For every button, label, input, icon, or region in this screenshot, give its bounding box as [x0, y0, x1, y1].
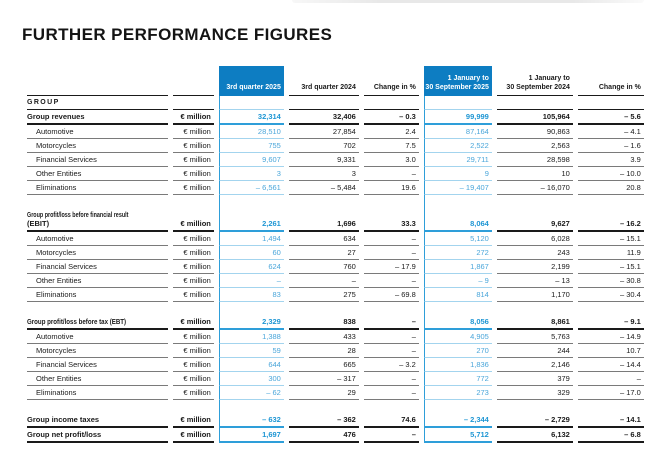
row-label: [27, 232, 168, 246]
spacer-cell: [578, 302, 644, 315]
value-cell-ytd-2025: 272: [424, 246, 492, 260]
row-label-text: Eliminations: [36, 183, 77, 192]
value-cell-q3-2024: 3: [289, 167, 359, 181]
table-row: [27, 153, 644, 167]
table-head: [27, 66, 644, 96]
row-unit: € million: [173, 413, 214, 428]
value-cell-q3-2024: 29: [289, 386, 359, 400]
column-header-ytd-2024: [497, 66, 573, 96]
row-unit: € million: [173, 208, 214, 232]
spacer-cell: [424, 96, 492, 110]
spacer-cell: [219, 302, 284, 315]
row-label: [27, 344, 168, 358]
row-label-text: Other Entities: [36, 276, 82, 285]
spacer-cell: [578, 195, 644, 208]
value-cell-ytd-2025: 772: [424, 372, 492, 386]
table-row: [27, 139, 644, 153]
row-label: [27, 139, 168, 153]
value-cell-ytd-2025: 270: [424, 344, 492, 358]
spacer-cell: [219, 195, 284, 208]
row-label: [27, 358, 168, 372]
page-top-edge-shadow: [292, 0, 644, 3]
row-label-text: Automotive: [36, 127, 74, 136]
row-label: [27, 246, 168, 260]
spacer-cell: [289, 96, 359, 110]
value-cell-q3-2024: 27: [289, 246, 359, 260]
value-cell-ytd-2024: 2,146: [497, 358, 573, 372]
value-cell-q3-2025: 83: [219, 288, 284, 302]
value-cell-q3-2025: – 6,561: [219, 181, 284, 195]
value-cell-ytd-2025: 8,064: [424, 208, 492, 232]
value-cell-ytd-2024: 9,627: [497, 208, 573, 232]
row-unit: € million: [173, 232, 214, 246]
value-cell-ytd-2024: 6,028: [497, 232, 573, 246]
column-header-line2: 3rd quarter 2025: [226, 84, 281, 91]
column-header-q3-2024: [289, 66, 359, 96]
row-label-text: Eliminations: [36, 388, 77, 397]
row-label-text: Other Entities: [36, 169, 82, 178]
value-cell-ytd-2024: 244: [497, 344, 573, 358]
value-cell-change-q: –: [364, 372, 419, 386]
value-cell-change-y: – 15.1: [578, 232, 644, 246]
row-label-text: Eliminations: [36, 290, 77, 299]
value-cell-change-q: – 3.2: [364, 358, 419, 372]
spacer-cell: [289, 302, 359, 315]
value-cell-change-y: – 14.4: [578, 358, 644, 372]
table-row: [27, 372, 644, 386]
value-cell-q3-2024: 275: [289, 288, 359, 302]
value-cell-q3-2025: 32,314: [219, 110, 284, 125]
column-header-line2: 3rd quarter 2024: [301, 84, 356, 91]
row-unit: € million: [173, 167, 214, 181]
page-title: FURTHER PERFORMANCE FIGURES: [22, 25, 333, 44]
spacer-cell: [289, 195, 359, 208]
value-cell-q3-2025: 624: [219, 260, 284, 274]
value-cell-change-q: 7.5: [364, 139, 419, 153]
value-cell-q3-2025: 300: [219, 372, 284, 386]
value-cell-ytd-2025: – 2,344: [424, 413, 492, 428]
value-cell-change-q: – 17.9: [364, 260, 419, 274]
value-cell-change-y: 20.8: [578, 181, 644, 195]
row-label-text: Motorcycles: [36, 141, 77, 150]
spacer-cell: [364, 302, 419, 315]
spacer-cell: [173, 302, 214, 315]
value-cell-q3-2024: 476: [289, 428, 359, 443]
value-cell-q3-2024: 9,331: [289, 153, 359, 167]
row-unit: € million: [173, 246, 214, 260]
column-header-line1: 1 January to: [528, 75, 570, 82]
spacer-cell: [578, 400, 644, 413]
row-label: [27, 153, 168, 167]
value-cell-ytd-2025: – 19,407: [424, 181, 492, 195]
value-cell-q3-2024: – 362: [289, 413, 359, 428]
value-cell-change-q: –: [364, 232, 419, 246]
table-row: [27, 110, 644, 125]
table-row: [27, 344, 644, 358]
value-cell-q3-2024: 760: [289, 260, 359, 274]
spacer-cell: [424, 400, 492, 413]
value-cell-change-y: – 30.8: [578, 274, 644, 288]
spacer-cell: [173, 96, 214, 110]
value-cell-change-y: – 1.6: [578, 139, 644, 153]
row-label-text: Financial Services: [36, 262, 97, 271]
value-cell-ytd-2025: 814: [424, 288, 492, 302]
table-header-row: [27, 66, 644, 96]
value-cell-change-q: –: [364, 274, 419, 288]
value-cell-ytd-2024: 243: [497, 246, 573, 260]
value-cell-q3-2025: 59: [219, 344, 284, 358]
value-cell-change-y: – 16.2: [578, 208, 644, 232]
spacer-cell: [497, 302, 573, 315]
value-cell-q3-2025: 28,510: [219, 125, 284, 139]
row-label-text: (EBIT): [27, 219, 50, 228]
value-cell-ytd-2024: 90,863: [497, 125, 573, 139]
value-cell-ytd-2025: – 9: [424, 274, 492, 288]
row-unit: € million: [173, 358, 214, 372]
row-label-text: Automotive: [36, 234, 74, 243]
spacer-cell: [497, 96, 573, 110]
value-cell-ytd-2025: 4,905: [424, 330, 492, 344]
value-cell-change-q: 19.6: [364, 181, 419, 195]
row-unit: € million: [173, 260, 214, 274]
spacer-cell: [173, 195, 214, 208]
spacer-cell: [219, 96, 284, 110]
value-cell-change-q: 2.4: [364, 125, 419, 139]
value-cell-ytd-2024: 329: [497, 386, 573, 400]
value-cell-ytd-2025: 273: [424, 386, 492, 400]
value-cell-ytd-2025: 1,836: [424, 358, 492, 372]
table-row: [27, 428, 644, 443]
spacer-cell: [27, 195, 168, 208]
spacer-cell: [27, 302, 168, 315]
value-cell-change-q: – 0.3: [364, 110, 419, 125]
value-cell-ytd-2025: 99,999: [424, 110, 492, 125]
section-heading: GROUP: [27, 96, 168, 110]
value-cell-q3-2025: 3: [219, 167, 284, 181]
value-cell-change-y: 11.9: [578, 246, 644, 260]
value-cell-ytd-2024: 2,563: [497, 139, 573, 153]
value-cell-q3-2024: – 5,484: [289, 181, 359, 195]
table-row: [27, 246, 644, 260]
value-cell-ytd-2024: 379: [497, 372, 573, 386]
value-cell-change-q: –: [364, 344, 419, 358]
value-cell-ytd-2025: 9: [424, 167, 492, 181]
spacer-cell: [497, 400, 573, 413]
row-label: [27, 413, 168, 428]
row-unit: € million: [173, 274, 214, 288]
value-cell-ytd-2024: – 2,729: [497, 413, 573, 428]
section-gap-row: [27, 195, 644, 208]
value-cell-change-q: –: [364, 428, 419, 443]
row-label-text: Group income taxes: [27, 415, 100, 424]
value-cell-change-y: – 14.1: [578, 413, 644, 428]
value-cell-q3-2025: 1,494: [219, 232, 284, 246]
value-cell-change-y: 3.9: [578, 153, 644, 167]
value-cell-q3-2025: 60: [219, 246, 284, 260]
row-label-text: Group profit/loss before tax (EBT): [27, 317, 127, 326]
section-gap-row: [27, 302, 644, 315]
spacer-cell: [219, 400, 284, 413]
value-cell-ytd-2024: – 13: [497, 274, 573, 288]
value-cell-q3-2024: 28: [289, 344, 359, 358]
spacer-cell: [578, 96, 644, 110]
table-row: [27, 125, 644, 139]
value-cell-q3-2025: 2,329: [219, 315, 284, 330]
value-cell-change-q: –: [364, 330, 419, 344]
table-row: [27, 413, 644, 428]
value-cell-change-q: –: [364, 386, 419, 400]
value-cell-change-y: –: [578, 372, 644, 386]
value-cell-ytd-2024: 6,132: [497, 428, 573, 443]
value-cell-ytd-2024: 105,964: [497, 110, 573, 125]
spacer-cell: [27, 400, 168, 413]
row-unit: € million: [173, 372, 214, 386]
value-cell-change-q: –: [364, 246, 419, 260]
row-label-text: Group profit/loss before financial result: [27, 210, 129, 219]
value-cell-ytd-2025: 8,056: [424, 315, 492, 330]
value-cell-ytd-2024: 1,170: [497, 288, 573, 302]
value-cell-change-y: – 10.0: [578, 167, 644, 181]
value-cell-q3-2024: –: [289, 274, 359, 288]
column-header-line1: 1 January to: [447, 75, 489, 82]
value-cell-change-q: 74.6: [364, 413, 419, 428]
table-row: [27, 167, 644, 181]
row-label: [27, 181, 168, 195]
value-cell-q3-2025: 2,261: [219, 208, 284, 232]
row-unit: € million: [173, 139, 214, 153]
table-row: [27, 386, 644, 400]
spacer-cell: [497, 195, 573, 208]
column-header-ytd-2025: [424, 66, 492, 96]
row-label: [27, 428, 168, 443]
value-cell-q3-2025: – 62: [219, 386, 284, 400]
value-cell-q3-2024: 634: [289, 232, 359, 246]
value-cell-ytd-2024: – 16,070: [497, 181, 573, 195]
value-cell-q3-2024: 27,854: [289, 125, 359, 139]
table-row: [27, 208, 644, 232]
table-row: [27, 288, 644, 302]
row-label-text: Motorcycles: [36, 346, 77, 355]
row-label: [27, 260, 168, 274]
row-label-text: Group revenues: [27, 112, 85, 121]
row-label-text: Automotive: [36, 332, 74, 341]
value-cell-change-y: – 9.1: [578, 315, 644, 330]
spacer-cell: [364, 96, 419, 110]
row-label: [27, 208, 168, 232]
value-cell-q3-2024: 1,696: [289, 208, 359, 232]
value-cell-q3-2025: 644: [219, 358, 284, 372]
value-cell-ytd-2024: 2,199: [497, 260, 573, 274]
row-label: [27, 274, 168, 288]
spacer-cell: [289, 400, 359, 413]
value-cell-ytd-2025: 5,712: [424, 428, 492, 443]
section-gap-row: [27, 400, 644, 413]
table-row: [27, 358, 644, 372]
column-header-line2: Change in %: [373, 84, 416, 91]
value-cell-ytd-2024: 5,763: [497, 330, 573, 344]
value-cell-q3-2025: – 632: [219, 413, 284, 428]
section-heading-row: [27, 96, 644, 110]
value-cell-ytd-2025: 87,164: [424, 125, 492, 139]
value-cell-q3-2025: 1,388: [219, 330, 284, 344]
value-cell-change-y: 10.7: [578, 344, 644, 358]
value-cell-ytd-2025: 2,522: [424, 139, 492, 153]
column-header-change-q: [364, 66, 419, 96]
spacer-cell: [424, 302, 492, 315]
column-header-line2: 30 September 2024: [506, 84, 570, 91]
value-cell-q3-2024: 838: [289, 315, 359, 330]
row-label: [27, 386, 168, 400]
table-body: [27, 96, 644, 443]
row-label: [27, 330, 168, 344]
value-cell-q3-2025: –: [219, 274, 284, 288]
column-header-change-y: [578, 66, 644, 96]
row-unit: € million: [173, 288, 214, 302]
row-label: [27, 110, 168, 125]
value-cell-change-y: – 4.1: [578, 125, 644, 139]
row-unit: € million: [173, 428, 214, 443]
row-label-text: Other Entities: [36, 374, 82, 383]
row-unit: € million: [173, 125, 214, 139]
value-cell-q3-2025: 1,697: [219, 428, 284, 443]
column-header-line2: 30 September 2025: [425, 84, 489, 91]
value-cell-q3-2024: 665: [289, 358, 359, 372]
value-cell-ytd-2025: 29,711: [424, 153, 492, 167]
row-label-text: Group net profit/loss: [27, 430, 102, 439]
spacer-cell: [424, 195, 492, 208]
row-label-text: Financial Services: [36, 155, 97, 164]
value-cell-change-y: – 6.8: [578, 428, 644, 443]
row-label: [27, 288, 168, 302]
row-label: [27, 125, 168, 139]
value-cell-ytd-2024: 10: [497, 167, 573, 181]
value-cell-change-y: – 5.6: [578, 110, 644, 125]
spacer-cell: [173, 400, 214, 413]
table-row: [27, 315, 644, 330]
row-unit: € million: [173, 330, 214, 344]
row-label-text: Financial Services: [36, 360, 97, 369]
value-cell-change-y: – 14.9: [578, 330, 644, 344]
value-cell-q3-2024: 32,406: [289, 110, 359, 125]
value-cell-change-q: 33.3: [364, 208, 419, 232]
performance-table: [22, 66, 649, 443]
value-cell-q3-2025: 755: [219, 139, 284, 153]
value-cell-change-q: 3.0: [364, 153, 419, 167]
header-label-spacer: [27, 66, 168, 96]
row-unit: € million: [173, 386, 214, 400]
value-cell-ytd-2024: 28,598: [497, 153, 573, 167]
table-row: [27, 274, 644, 288]
header-unit-spacer: [173, 66, 214, 96]
value-cell-change-q: –: [364, 167, 419, 181]
value-cell-q3-2025: 9,607: [219, 153, 284, 167]
row-unit: € million: [173, 315, 214, 330]
row-unit: € million: [173, 153, 214, 167]
spacer-cell: [364, 400, 419, 413]
spacer-cell: [364, 195, 419, 208]
row-unit: € million: [173, 110, 214, 125]
value-cell-q3-2024: 433: [289, 330, 359, 344]
value-cell-change-y: – 15.1: [578, 260, 644, 274]
row-unit: € million: [173, 344, 214, 358]
row-unit: € million: [173, 181, 214, 195]
table-row: [27, 232, 644, 246]
value-cell-ytd-2025: 1,867: [424, 260, 492, 274]
row-label: [27, 372, 168, 386]
value-cell-q3-2024: – 317: [289, 372, 359, 386]
row-label: [27, 315, 168, 330]
row-label-text: Motorcycles: [36, 248, 77, 257]
table-row: [27, 181, 644, 195]
value-cell-change-q: –: [364, 315, 419, 330]
value-cell-change-y: – 30.4: [578, 288, 644, 302]
value-cell-ytd-2024: 8,861: [497, 315, 573, 330]
table-row: [27, 330, 644, 344]
value-cell-change-q: – 69.8: [364, 288, 419, 302]
value-cell-q3-2024: 702: [289, 139, 359, 153]
row-label: [27, 167, 168, 181]
column-header-q3-2025: [219, 66, 284, 96]
column-header-line2: Change in %: [598, 84, 641, 91]
value-cell-change-y: – 17.0: [578, 386, 644, 400]
value-cell-ytd-2025: 5,120: [424, 232, 492, 246]
table-row: [27, 260, 644, 274]
